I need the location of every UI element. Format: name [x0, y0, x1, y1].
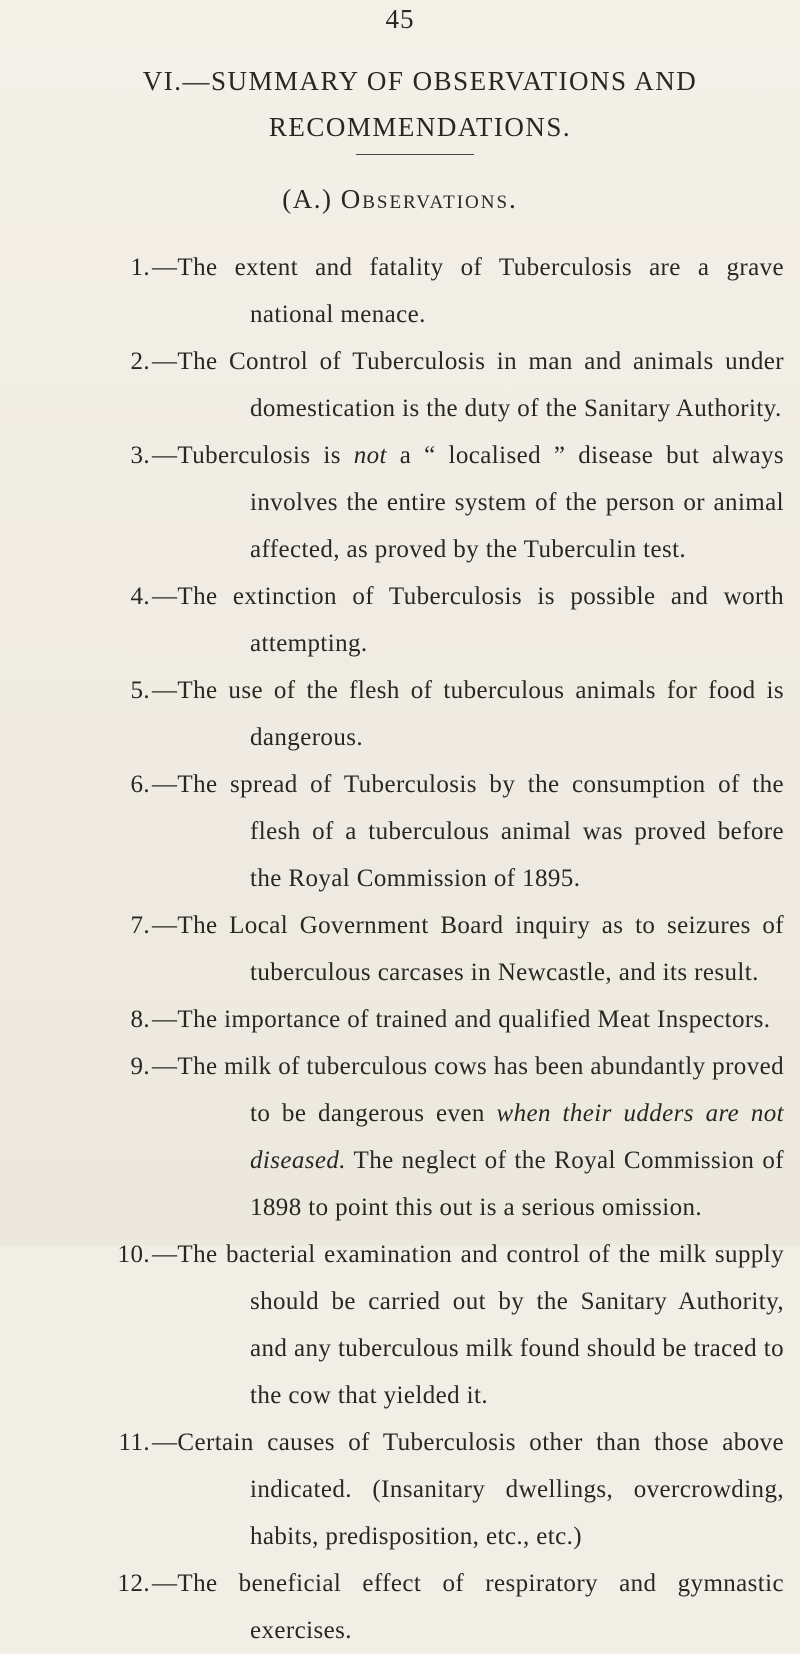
observation-text: [152, 667, 784, 761]
observation-text-part: —The beneficial effect of respiratory and gymnastic exercises.: [152, 1570, 784, 1644]
observation-text: [152, 996, 784, 1043]
observation-text: [152, 338, 784, 432]
observation-text: [152, 902, 784, 996]
observation-number: 1.: [130, 254, 150, 281]
observation-text-part: —The spread of Tuberculosis by the consumption of the flesh of a tuberculous animal was proved before the Royal Commission of 1895.: [152, 771, 784, 892]
observation-text-part: The neglect of the Royal Commission of 1898 to point this out is a serious omission.: [250, 1147, 784, 1221]
heading-divider: [356, 154, 474, 155]
observation-text: [152, 1231, 784, 1419]
observation-number: 12.: [117, 1570, 150, 1597]
observation-item-6: [0, 761, 800, 902]
observation-text: [152, 432, 784, 573]
observation-number: 7.: [130, 912, 150, 939]
observation-item-11: [0, 1419, 800, 1560]
section-heading-line-1: VI.—SUMMARY OF OBSERVATIONS AND: [142, 66, 698, 96]
observation-text-part: —Tuberculosis is: [152, 442, 354, 469]
observation-text-part: —Certain causes of Tuberculosis other than those above indicated. (Insanitary dwellings, overcrowding, habits, predisposition, etc., etc.): [152, 1429, 784, 1550]
observation-number: 9.: [130, 1053, 150, 1080]
observation-number: 5.: [130, 677, 150, 704]
observation-text: [152, 244, 784, 338]
observation-number: 11.: [118, 1429, 150, 1456]
observation-text: [152, 1560, 784, 1654]
page-number: 45: [385, 4, 415, 34]
observation-item-5: [0, 667, 800, 761]
subsection-label: (A.): [282, 184, 333, 214]
observation-text-part: —The bacterial examination and control of the milk supply should be carried out by the Sanitary Authority, and any tuberculous milk found should be traced to the cow that yielded it.: [152, 1241, 784, 1409]
observation-item-4: [0, 573, 800, 667]
subsection-heading: [0, 184, 800, 215]
observation-text-part: —The use of the flesh of tuberculous animals for food is dangerous.: [152, 677, 784, 751]
observation-text: [152, 1419, 784, 1560]
observation-item-3: [0, 432, 800, 573]
observation-item-10: [0, 1231, 800, 1419]
observation-item-8: [0, 996, 800, 1043]
section-heading-line-2: RECOMMENDATIONS.: [268, 112, 572, 142]
observation-text: [152, 1043, 784, 1231]
observation-text-part: —The Control of Tuberculosis in man and animals under domestication is the duty of the Sanitary Authority.: [152, 348, 784, 422]
observation-number: 3.: [130, 442, 150, 469]
observation-item-2: [0, 338, 800, 432]
observation-number: 4.: [130, 583, 150, 610]
observations-list: [0, 244, 800, 1654]
observation-text-part: —The extent and fatality of Tuberculosis are a grave national menace.: [152, 254, 784, 328]
observation-text-part: —The importance of trained and qualified Meat Inspectors.: [152, 1006, 771, 1033]
observation-number: 2.: [130, 348, 150, 375]
observation-text-part: —The milk of tuberculous cows has been abundantly proved to be dangerous even: [152, 1053, 784, 1127]
observation-text-emphasis: not: [353, 442, 387, 469]
observation-text-emphasis: when their udders are not diseased.: [250, 1100, 784, 1174]
subsection-title: Observations.: [340, 184, 518, 214]
observation-item-12: [0, 1560, 800, 1654]
observation-item-1: [0, 244, 800, 338]
observation-number: 10.: [117, 1241, 150, 1268]
observation-number: 6.: [130, 771, 150, 798]
observation-item-9: [0, 1043, 800, 1231]
section-heading: [60, 58, 780, 150]
observation-text-part: —The extinction of Tuberculosis is possible and worth attempting.: [152, 583, 784, 657]
observation-item-7: [0, 902, 800, 996]
observation-text: [152, 761, 784, 902]
observation-text: [152, 573, 784, 667]
observation-number: 8.: [130, 1006, 150, 1033]
observation-text-part: —The Local Government Board inquiry as to seizures of tuberculous carcases in Newcastle, and its result.: [152, 912, 784, 986]
observation-text-part: a “ localised ” disease but always involves the entire system of the person or animal affected, as proved by the Tuberculin test.: [250, 442, 785, 563]
